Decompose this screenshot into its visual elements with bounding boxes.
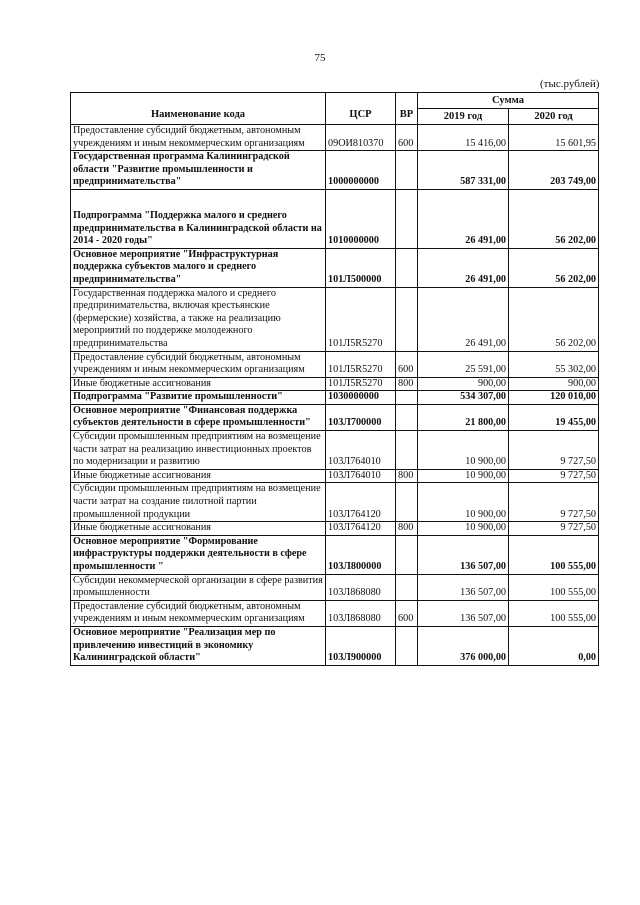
row-2020: 120 010,00 xyxy=(509,391,599,405)
row-name: Предоставление субсидий бюджетным, автономным учреждениям и иным некоммерческим организациям xyxy=(71,351,326,377)
row-csr: 101Л5R5270 xyxy=(326,351,396,377)
row-name: Основное мероприятие "Формирование инфраструктуры поддержки деятельности в сфере промышленности " xyxy=(71,535,326,574)
table-row xyxy=(71,483,599,522)
row-2020: 56 202,00 xyxy=(509,248,599,287)
table-row xyxy=(71,404,599,430)
table-body xyxy=(71,125,599,666)
row-2020: 0,00 xyxy=(509,626,599,665)
unit-label: (тыс.рублей) xyxy=(540,78,600,90)
row-vr xyxy=(396,391,418,405)
row-csr: 101Л5R5270 xyxy=(326,287,396,351)
row-vr xyxy=(396,483,418,522)
row-2020: 9 727,50 xyxy=(509,522,599,536)
row-2019: 26 491,00 xyxy=(418,287,509,351)
row-2019: 587 331,00 xyxy=(418,151,509,190)
header-vr: ВР xyxy=(396,93,418,125)
row-vr xyxy=(396,574,418,600)
row-vr: 600 xyxy=(396,351,418,377)
row-vr xyxy=(396,189,418,248)
row-2020: 100 555,00 xyxy=(509,574,599,600)
row-vr xyxy=(396,626,418,665)
row-csr: 101Л500000 xyxy=(326,248,396,287)
table-row xyxy=(71,377,599,391)
row-2020: 9 727,50 xyxy=(509,483,599,522)
table-row xyxy=(71,431,599,470)
row-name: Подпрограмма "Развитие промышленности" xyxy=(71,391,326,405)
table-row xyxy=(71,287,599,351)
row-2019: 15 416,00 xyxy=(418,125,509,151)
row-2019: 136 507,00 xyxy=(418,600,509,626)
header-sum: Сумма xyxy=(418,93,599,109)
row-name: Иные бюджетные ассигнования xyxy=(71,522,326,536)
table-row xyxy=(71,469,599,483)
row-2019: 26 491,00 xyxy=(418,189,509,248)
row-2019: 10 900,00 xyxy=(418,469,509,483)
row-name: Иные бюджетные ассигнования xyxy=(71,377,326,391)
row-vr xyxy=(396,431,418,470)
row-csr: 1000000000 xyxy=(326,151,396,190)
row-vr: 800 xyxy=(396,377,418,391)
row-2019: 10 900,00 xyxy=(418,483,509,522)
table-row xyxy=(71,351,599,377)
row-vr xyxy=(396,248,418,287)
row-2020: 56 202,00 xyxy=(509,189,599,248)
row-csr: 103Л900000 xyxy=(326,626,396,665)
row-2020: 15 601,95 xyxy=(509,125,599,151)
row-vr xyxy=(396,287,418,351)
row-name: Субсидии промышленным предприятиям на возмещение части затрат на создание пилотной партии промышленной продукции xyxy=(71,483,326,522)
table-row xyxy=(71,535,599,574)
header-csr: ЦСР xyxy=(326,93,396,125)
row-2019: 25 591,00 xyxy=(418,351,509,377)
row-csr: 103Л764010 xyxy=(326,431,396,470)
page-number: 75 xyxy=(314,52,326,64)
row-2020: 56 202,00 xyxy=(509,287,599,351)
row-vr: 600 xyxy=(396,125,418,151)
row-vr: 800 xyxy=(396,469,418,483)
row-name: Государственная поддержка малого и среднего предпринимательства, включая крестьянские (фермерские) хозяйства, а также на реализацию мероприятий по поддержке молодежного предпринимательства xyxy=(71,287,326,351)
row-2019: 136 507,00 xyxy=(418,535,509,574)
row-2020: 55 302,00 xyxy=(509,351,599,377)
table-row xyxy=(71,391,599,405)
row-csr: 101Л5R5270 xyxy=(326,377,396,391)
header-name: Наименование кода xyxy=(71,93,326,125)
table-row xyxy=(71,600,599,626)
row-name: Субсидии промышленным предприятиям на возмещение части затрат на реализацию инвестиционных проектов по модернизации и развитию xyxy=(71,431,326,470)
row-csr: 103Л700000 xyxy=(326,404,396,430)
row-vr xyxy=(396,151,418,190)
row-2019: 136 507,00 xyxy=(418,574,509,600)
table-row xyxy=(71,248,599,287)
header-2020: 2020 год xyxy=(509,109,599,125)
row-csr: 1030000000 xyxy=(326,391,396,405)
table-row xyxy=(71,151,599,190)
row-name: Предоставление субсидий бюджетным, автономным учреждениям и иным некоммерческим организациям xyxy=(71,125,326,151)
table-row xyxy=(71,574,599,600)
row-vr: 800 xyxy=(396,522,418,536)
row-2019: 534 307,00 xyxy=(418,391,509,405)
row-csr: 103Л868080 xyxy=(326,574,396,600)
row-name: Основное мероприятие "Финансовая поддержка субъектов деятельности в сфере промышленности" xyxy=(71,404,326,430)
row-2020: 100 555,00 xyxy=(509,600,599,626)
row-2019: 10 900,00 xyxy=(418,431,509,470)
table-row xyxy=(71,125,599,151)
row-2020: 19 455,00 xyxy=(509,404,599,430)
budget-table xyxy=(70,92,599,666)
row-2020: 9 727,50 xyxy=(509,431,599,470)
row-csr: 103Л764120 xyxy=(326,483,396,522)
row-2020: 900,00 xyxy=(509,377,599,391)
row-name: Субсидии некоммерческой организации в сфере развития промышленности xyxy=(71,574,326,600)
row-2019: 26 491,00 xyxy=(418,248,509,287)
row-vr xyxy=(396,535,418,574)
row-2020: 100 555,00 xyxy=(509,535,599,574)
row-2019: 10 900,00 xyxy=(418,522,509,536)
row-2020: 9 727,50 xyxy=(509,469,599,483)
table-row xyxy=(71,626,599,665)
row-name: Иные бюджетные ассигнования xyxy=(71,469,326,483)
row-name: Основное мероприятие "Инфраструктурная поддержка субъектов малого и среднего предпринимательства" xyxy=(71,248,326,287)
row-2019: 376 000,00 xyxy=(418,626,509,665)
row-2020: 203 749,00 xyxy=(509,151,599,190)
row-name: Предоставление субсидий бюджетным, автономным учреждениям и иным некоммерческим организациям xyxy=(71,600,326,626)
row-2019: 900,00 xyxy=(418,377,509,391)
row-vr: 600 xyxy=(396,600,418,626)
row-name: Государственная программа Калининградской области "Развитие промышленности и предпринимательства" xyxy=(71,151,326,190)
row-vr xyxy=(396,404,418,430)
row-name: Подпрограмма "Поддержка малого и среднего предпринимательства в Калининградской области на 2014 - 2020 годы" xyxy=(71,189,326,248)
table-row xyxy=(71,522,599,536)
row-csr: 103Л800000 xyxy=(326,535,396,574)
row-csr: 103Л764120 xyxy=(326,522,396,536)
table-row xyxy=(71,189,599,248)
row-csr: 103Л868080 xyxy=(326,600,396,626)
row-name: Основное мероприятие "Реализация мер по привлечению инвестиций в экономику Калининградской области" xyxy=(71,626,326,665)
row-csr: 1010000000 xyxy=(326,189,396,248)
row-csr: 09ОИ810370 xyxy=(326,125,396,151)
row-csr: 103Л764010 xyxy=(326,469,396,483)
header-2019: 2019 год xyxy=(418,109,509,125)
row-2019: 21 800,00 xyxy=(418,404,509,430)
